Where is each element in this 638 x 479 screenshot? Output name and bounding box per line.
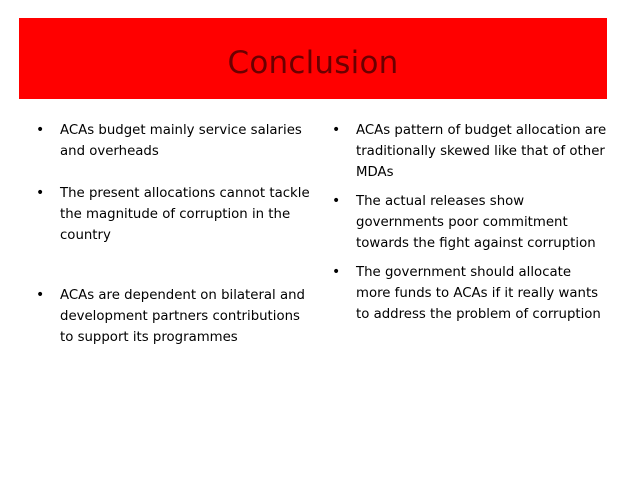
bullet-text: The government should allocate more funds to ACAs if it really wants to address the problem of corruption <box>356 265 601 322</box>
title-band <box>19 18 607 99</box>
bullet-text: ACAs budget mainly service salaries and overheads <box>60 123 302 159</box>
bullet-icon: • <box>36 287 45 303</box>
bullet-text: ACAs pattern of budget allocation are traditionally skewed like that of other MDAs <box>356 123 607 180</box>
bullet-item <box>330 191 608 254</box>
bullet-text: ACAs are dependent on bilateral and development partners contributions to support its programmes <box>60 288 305 345</box>
bullet-icon: • <box>332 193 341 209</box>
bullet-item <box>34 183 312 246</box>
bullet-icon: • <box>332 122 341 138</box>
bullet-icon: • <box>36 122 45 138</box>
bullet-text: The actual releases show governments poor commitment towards the fight against corruption <box>356 194 596 251</box>
bullet-icon: • <box>332 264 341 280</box>
bullet-item <box>34 120 312 162</box>
bullet-text: The present allocations cannot tackle the magnitude of corruption in the country <box>60 186 310 243</box>
bullet-item <box>34 285 312 348</box>
bullet-icon: • <box>36 185 45 201</box>
bullet-item <box>330 120 608 183</box>
bullet-item <box>330 262 608 325</box>
slide-title: Conclusion <box>227 45 399 81</box>
left-bullet-list <box>34 120 312 348</box>
right-bullet-list <box>330 120 608 333</box>
